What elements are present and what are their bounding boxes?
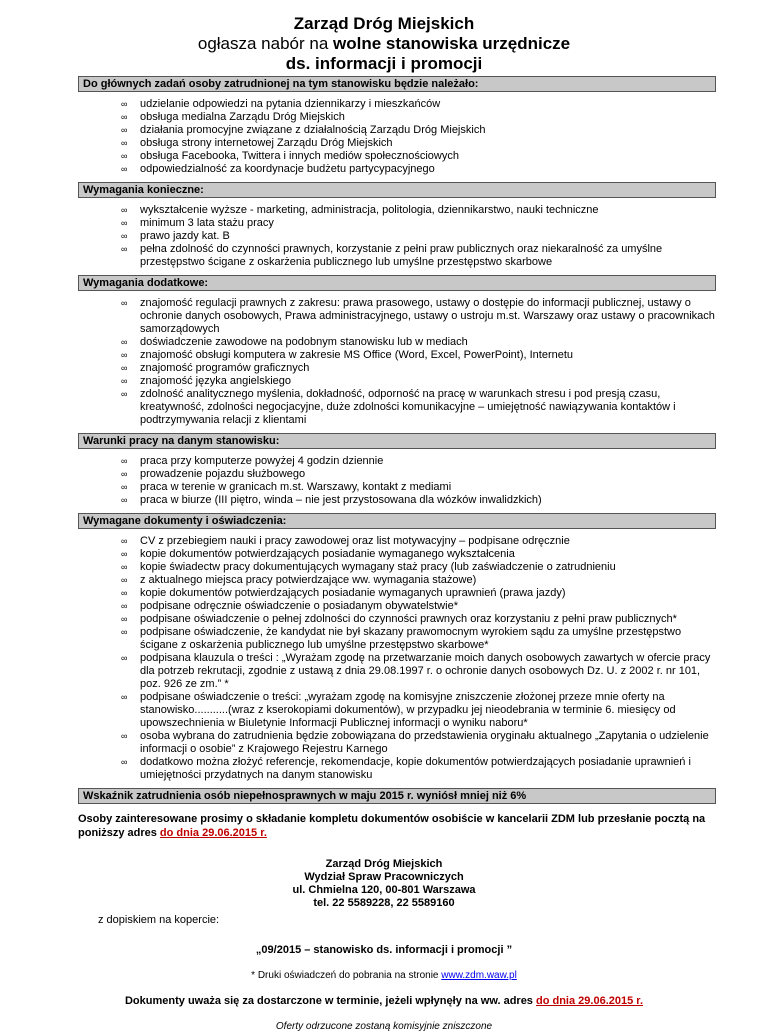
list-item: ∞ podpisane oświadczenie o treści: „wyrażam zgodę na komisyjne zniszczenie złożonej przeze mnie oferty na stanowisko...........(wraz z kserokopiami dokumentów), w przypadku jej nieodebrania w terminie 6. miesięcy od upowszechnienia w Biuletynie Informacji Publicznej informacji o wyniku naboru* <box>0 691 768 730</box>
list-item: ∞ z aktualnego miejsca pracy potwierdzające ww. wymagania stażowe) <box>0 574 768 587</box>
intro-text: Osoby zainteresowane prosimy o składanie kompletu dokumentów osobiście w kancelarii ZDM lub przesłanie pocztą na poniższy adres <box>78 813 706 839</box>
org-title: Zarząd Dróg Miejskich <box>293 14 475 33</box>
list-item: ∞ obsługa medialna Zarządu Dróg Miejskich <box>0 111 768 124</box>
application-intro <box>78 812 738 840</box>
section-header: Wymagane dokumenty i oświadczenia: <box>78 513 716 529</box>
bullet-list <box>0 455 768 507</box>
list-item: ∞ udzielanie odpowiedzi na pytania dziennikarzy i mieszkańców <box>0 98 768 111</box>
list-item: ∞ praca w biurze (III piętro, winda – nie jest przystosowana dla wózków inwalidzkich) <box>0 494 768 507</box>
list-item: ∞ kopie dokumentów potwierdzających posiadanie wymaganych uprawnień (prawa jazdy) <box>0 587 768 600</box>
list-item: ∞ znajomość programów graficznych <box>0 362 768 375</box>
forms-note <box>0 970 768 981</box>
position-title: ds. informacji i promocji <box>285 54 483 73</box>
list-item: ∞ znajomość obsługi komputera w zakresie MS Office (Word, Excel, PowerPoint), Internetu <box>0 349 768 362</box>
envelope-note: z dopiskiem na kopercie: <box>98 914 220 926</box>
list-item: ∞ praca przy komputerze powyżej 4 godzin dziennie <box>0 455 768 468</box>
list-item: ∞ podpisana klauzula o treści : „Wyrażam zgodę na przetwarzanie moich danych osobowych zawartych w ofercie pracy dla potrzeb rekrutacji, zgodnie z ustawą z dnia 29.08.1997 r. o ochronie danych osobowych Dz. U. z 2002 r. nr 101, poz. 926 ze zm.” * <box>0 652 768 691</box>
list-item: ∞ doświadczenie zawodowe na podobnym stanowisku lub w mediach <box>0 336 768 349</box>
list-item: ∞ odpowiedzialność za koordynacje budżetu partycypacyjnego <box>0 163 768 176</box>
list-item: ∞ obsługa strony internetowej Zarządu Dróg Miejskich <box>0 137 768 150</box>
list-item: ∞ działania promocyjne związane z działalnością Zarządu Dróg Miejskich <box>0 124 768 137</box>
list-item: ∞ znajomość języka angielskiego <box>0 375 768 388</box>
bullet-list <box>0 535 768 782</box>
forms-text: * Druki oświadczeń do pobrania na stronie <box>251 970 442 981</box>
delivery-deadline: do dnia 29.06.2015 r. <box>536 995 644 1007</box>
forms-link[interactable]: www.zdm.waw.pl <box>441 970 517 981</box>
job-posting-page <box>0 14 768 1032</box>
delivery-note <box>0 995 768 1007</box>
disability-indicator: Wskaźnik zatrudnienia osób niepełnosprawnych w maju 2015 r. wyniósł mniej niż 6% <box>78 788 716 804</box>
rejected-note: Oferty odrzucone zostaną komisyjnie zniszczone <box>275 1021 493 1032</box>
announce-prefix: ogłasza nabór na <box>197 34 334 53</box>
address-line: Wydział Spraw Pracowniczych <box>304 871 464 883</box>
bullet-list <box>0 204 768 269</box>
list-item: ∞ wykształcenie wyższe - marketing, administracja, politologia, dziennikarstwo, nauki techniczne <box>0 204 768 217</box>
section-header: Wymagania konieczne: <box>78 182 716 198</box>
section-header: Wymagania dodatkowe: <box>78 275 716 291</box>
list-item: ∞ prawo jazdy kat. B <box>0 230 768 243</box>
bullet-list <box>0 98 768 176</box>
list-item: ∞ znajomość regulacji prawnych z zakresu: prawa prasowego, ustawy o dostępie do informacji publicznej, ustawy o ochronie danych osobowych, Prawa administracyjnego, ustawy o ustroju m.st. Warszawy oraz ustawy o pracownikach samorządowych <box>0 297 768 336</box>
list-item: ∞ podpisane oświadczenie, że kandydat nie był skazany prawomocnym wyrokiem sądu za umyślne przestępstwo ścigane z oskarżenia publicznego lub umyślne przestępstwo skarbowe* <box>0 626 768 652</box>
list-item: ∞ podpisane oświadczenie o pełnej zdolności do czynności prawnych oraz korzystaniu z pełni praw publicznych* <box>0 613 768 626</box>
list-item: ∞ minimum 3 lata stażu pracy <box>0 217 768 230</box>
address-block <box>0 858 768 910</box>
list-item: ∞ kopie dokumentów potwierdzających posiadanie wymaganego wykształcenia <box>0 548 768 561</box>
list-item: ∞ obsługa Facebooka, Twittera i innych mediów społecznościowych <box>0 150 768 163</box>
section-header: Do głównych zadań osoby zatrudnionej na tym stanowisku będzie należało: <box>78 76 716 92</box>
list-item: ∞ osoba wybrana do zatrudnienia będzie zobowiązana do przedstawienia oryginału aktualnego „Zapytania o udzielenie informacji o osobie” z Krajowego Rejestru Karnego <box>0 730 768 756</box>
list-item: ∞ kopie świadectw pracy dokumentujących wymagany staż pracy (lub zaświadczenie o zatrudnieniu <box>0 561 768 574</box>
announce-bold: wolne stanowiska urzędnicze <box>333 34 571 53</box>
address-line: Zarząd Dróg Miejskich <box>325 858 443 870</box>
list-item: ∞ podpisane odręcznie oświadczenie o posiadanym obywatelstwie* <box>0 600 768 613</box>
intro-deadline: do dnia 29.06.2015 r. <box>159 827 267 839</box>
list-item: ∞ zdolność analitycznego myślenia, dokładność, odporność na pracę w warunkach stresu i pod presją czasu, kreatywność, zdolności negocjacyjne, duże zdolności komunikacyjne – umiejętność nawiązywania kontaktów i podtrzymywania relacji z klientami <box>0 388 768 427</box>
list-item: ∞ CV z przebiegiem nauki i pracy zawodowej oraz list motywacyjny – podpisane odręcznie <box>0 535 768 548</box>
list-item: ∞ pełna zdolność do czynności prawnych, korzystanie z pełni praw publicznych oraz niekaralność za umyślne przestępstwo ścigane z oskarżenia publicznego lub umyślne przestępstwo skarbowe <box>0 243 768 269</box>
envelope-reference: „09/2015 – stanowisko ds. informacji i promocji ” <box>255 944 513 956</box>
list-item: ∞ dodatkowo można złożyć referencje, rekomendacje, kopie dokumentów potwierdzających posiadanie uprawnień i umiejętności przydatnych na danym stanowisku <box>0 756 768 782</box>
section-header: Warunki pracy na danym stanowisku: <box>78 433 716 449</box>
sections-container <box>0 76 768 782</box>
list-item: ∞ prowadzenie pojazdu służbowego <box>0 468 768 481</box>
address-line: tel. 22 5589228, 22 5589160 <box>313 897 455 909</box>
announcement-line <box>0 34 768 54</box>
address-line: ul. Chmielna 120, 00-801 Warszawa <box>292 884 476 896</box>
bullet-list <box>0 297 768 427</box>
list-item: ∞ praca w terenie w granicach m.st. Warszawy, kontakt z mediami <box>0 481 768 494</box>
delivery-text: Dokumenty uważa się za dostarczone w terminie, jeżeli wpłynęły na ww. adres <box>124 995 536 1007</box>
